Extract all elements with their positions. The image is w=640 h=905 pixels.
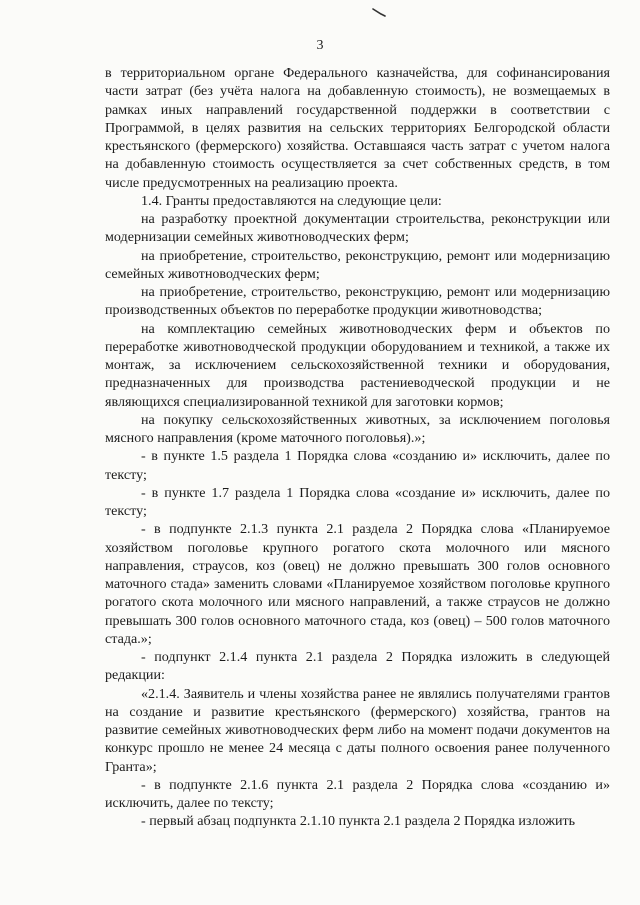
paragraph-14: - первый абзац подпункта 2.1.10 пункта 2.1 раздела 2 Порядка изложить (141, 813, 576, 830)
document-body (105, 64, 610, 831)
paragraph-7: на покупку сельскохозяйственных животных, за исключением поголовья мясного направления (кроме маточного поголовья).»; (105, 411, 610, 446)
paragraph-11: - подпункт 2.1.4 пункта 2.1 раздела 2 Порядка изложить в следующей редакции: (105, 649, 610, 684)
paragraph-12: «2.1.4. Заявитель и члены хозяйства ранее не являлись получателями грантов на создание и развитие крестьянского (фермерского) хозяйства, грантов на развитие семейных животноводческих ферм либо на момент подачи документов на конкурс прошло не менее 24 месяца с даты полного освоения ранее полученного Гранта»; (105, 685, 610, 775)
paragraph-13: - в подпункте 2.1.6 пункта 2.1 раздела 2 Порядка слова «созданию и» исключить, далее по тексту; (105, 776, 610, 811)
paragraph-10: - в подпункте 2.1.3 пункта 2.1 раздела 2 Порядка слова «Планируемое хозяйством поголовье крупного рогатого скота молочного или мясного направления, страусов, коз (овец) не должно превышать 300 голов основного маточного стада» заменить словами «Планируемое хозяйством поголовье крупного рогатого скота молочного или мясного направлений, а также страусов не должно превышать 300 голов основного маточного стада, коз (овец) – 500 голов маточного стада.»; (105, 521, 610, 647)
paragraph-9: - в пункте 1.7 раздела 1 Порядка слова «создание и» исключить, далее по тексту; (105, 484, 610, 519)
paragraph-1: в территориальном органе Федерального казначейства, для софинансирования части затрат (без учёта налога на добавленную стоимость), не возмещаемых в рамках иных направлений государственной поддержки в соответствии с Программой, в целях развития на сельских территориях Белгородской области крестьянского (фермерского) хозяйства. Оставшаяся часть затрат с учетом налога на добавленную стоимость осуществляется за счет собственных средств, в том числе предусмотренных на реализацию проекта. (105, 65, 610, 191)
paragraph-4: на приобретение, строительство, реконструкцию, ремонт или модернизацию семейных животноводческих ферм; (105, 247, 610, 282)
paragraph-2: 1.4. Гранты предоставляются на следующие цели: (141, 192, 442, 209)
paragraph-8: - в пункте 1.5 раздела 1 Порядка слова «созданию и» исключить, далее по тексту; (105, 448, 610, 483)
paragraph-3: на разработку проектной документации строительства, реконструкции или модернизации семейных животноводческих ферм; (105, 211, 610, 246)
page-number: 3 (316, 38, 324, 53)
paragraph-5: на приобретение, строительство, реконструкцию, ремонт или модернизацию производственных объектов по переработке продукции животноводства; (105, 284, 610, 319)
paragraph-6: на комплектацию семейных животноводческих ферм и объектов по переработке животноводческой продукции оборудованием и техникой, а также их монтаж, за исключением сельскохозяйственной техники и оборудования, предназначенных для производства растениеводческой продукции и не являющихся специализированной техникой для заготовки кормов; (105, 320, 610, 410)
scan-mark-icon (372, 8, 386, 17)
